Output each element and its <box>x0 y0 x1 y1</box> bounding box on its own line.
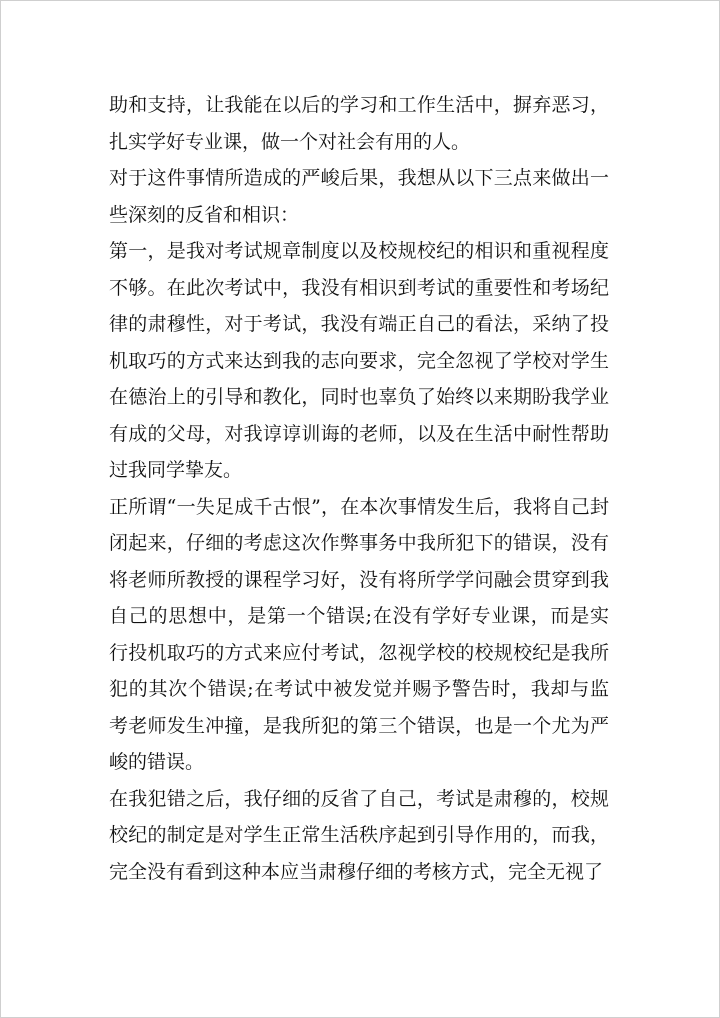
paragraph-1: 助和支持，让我能在以后的学习和工作生活中，摒弃恶习，扎实学好专业课，做一个对社会有用的人。 <box>109 94 609 153</box>
paragraph-4: 正所谓“一失足成千古恨”，在本次事情发生后，我将自己封闭起来，仔细的考虑这次作弊事务中我所犯下的错误，没有将老师所教授的课程学习好，没有将所学学问融会贯穿到我自己的思想中，是第一个错误;在没有学好专业课，而是实行投机取巧的方式来应付考试，忽视学校的校规校纪是我所犯的其次个错误;在考试中被发觉并赐予警告时，我却与监考老师发生冲撞，是我所犯的第三个错误，也是一个尤为严峻的错误。 <box>109 495 609 773</box>
document-body <box>109 87 609 890</box>
paragraph-5: 在我犯错之后，我仔细的反省了自己，考试是肃穆的，校规校纪的制定是对学生正常生活秩序起到引导作用的，而我，完全没有看到这种本应当肃穆仔细的考核方式，完全无视了 <box>109 787 609 883</box>
paragraph-2: 对于这件事情所造成的严峻后果，我想从以下三点来做出一些深刻的反省和相识： <box>109 167 609 226</box>
paragraph-3: 第一，是我对考试规章制度以及校规校纪的相识和重视程度不够。在此次考试中，我没有相识到考试的重要性和考场纪律的肃穆性，对于考试，我没有端正自己的看法，采纳了投机取巧的方式来达到我的志向要求，完全忽视了学校对学生在德治上的引导和教化，同时也辜负了始终以来期盼我学业有成的父母，对我谆谆训诲的老师，以及在生活中耐性帮助过我同学挚友。 <box>109 240 609 481</box>
